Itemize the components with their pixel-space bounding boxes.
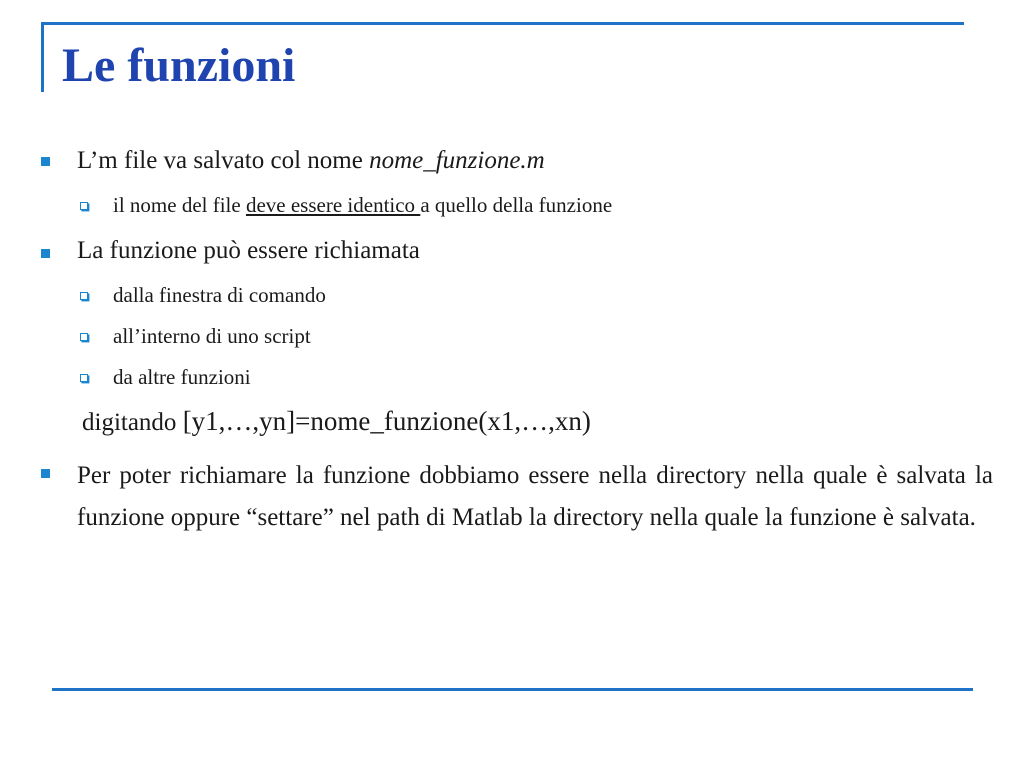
square-bullet-icon	[41, 469, 50, 478]
bullet-1-filename: nome_funzione.m	[369, 147, 545, 174]
bullet-1-sub-1-pre: il nome del file	[113, 193, 246, 217]
footer-rule	[52, 688, 973, 691]
bullet-1	[77, 146, 545, 176]
hollow-square-bullet-icon	[80, 202, 88, 210]
bullet-1-sub-1-underlined: deve essere identico	[245, 193, 421, 217]
bullet-1-text: L’m file va salvato col nome	[77, 147, 370, 174]
function-call-prefix: digitando	[82, 409, 183, 436]
title-frame-left-rule	[41, 22, 44, 92]
square-bullet-icon	[41, 157, 50, 166]
square-bullet-icon	[41, 249, 50, 258]
bullet-2-sub-3: da altre funzioni	[113, 365, 251, 389]
bullet-2: La funzione può essere richiamata	[77, 237, 420, 264]
bullet-2-sub-2: all’interno di uno script	[113, 324, 311, 348]
function-call-line	[82, 406, 591, 437]
slide-title: Le funzioni	[62, 39, 296, 92]
hollow-square-bullet-icon	[80, 333, 88, 341]
hollow-square-bullet-icon	[80, 292, 88, 300]
title-frame-top-rule	[41, 22, 964, 25]
function-call-syntax: [y1,…,yn]=nome_funzione(x1,…,xn)	[182, 406, 591, 436]
bullet-1-sub-1	[113, 193, 612, 218]
bullet-2-sub-1: dalla finestra di comando	[113, 283, 326, 307]
hollow-square-bullet-icon	[80, 374, 88, 382]
bullet-3: Per poter richiamare la funzione dobbiamo essere nella directory nella quale è salvata la funzione oppure “settare” nel path di Matlab la directory nella quale la funzione è salvata.	[77, 462, 993, 531]
bullet-1-sub-1-post: a quello della funzione	[420, 193, 613, 217]
